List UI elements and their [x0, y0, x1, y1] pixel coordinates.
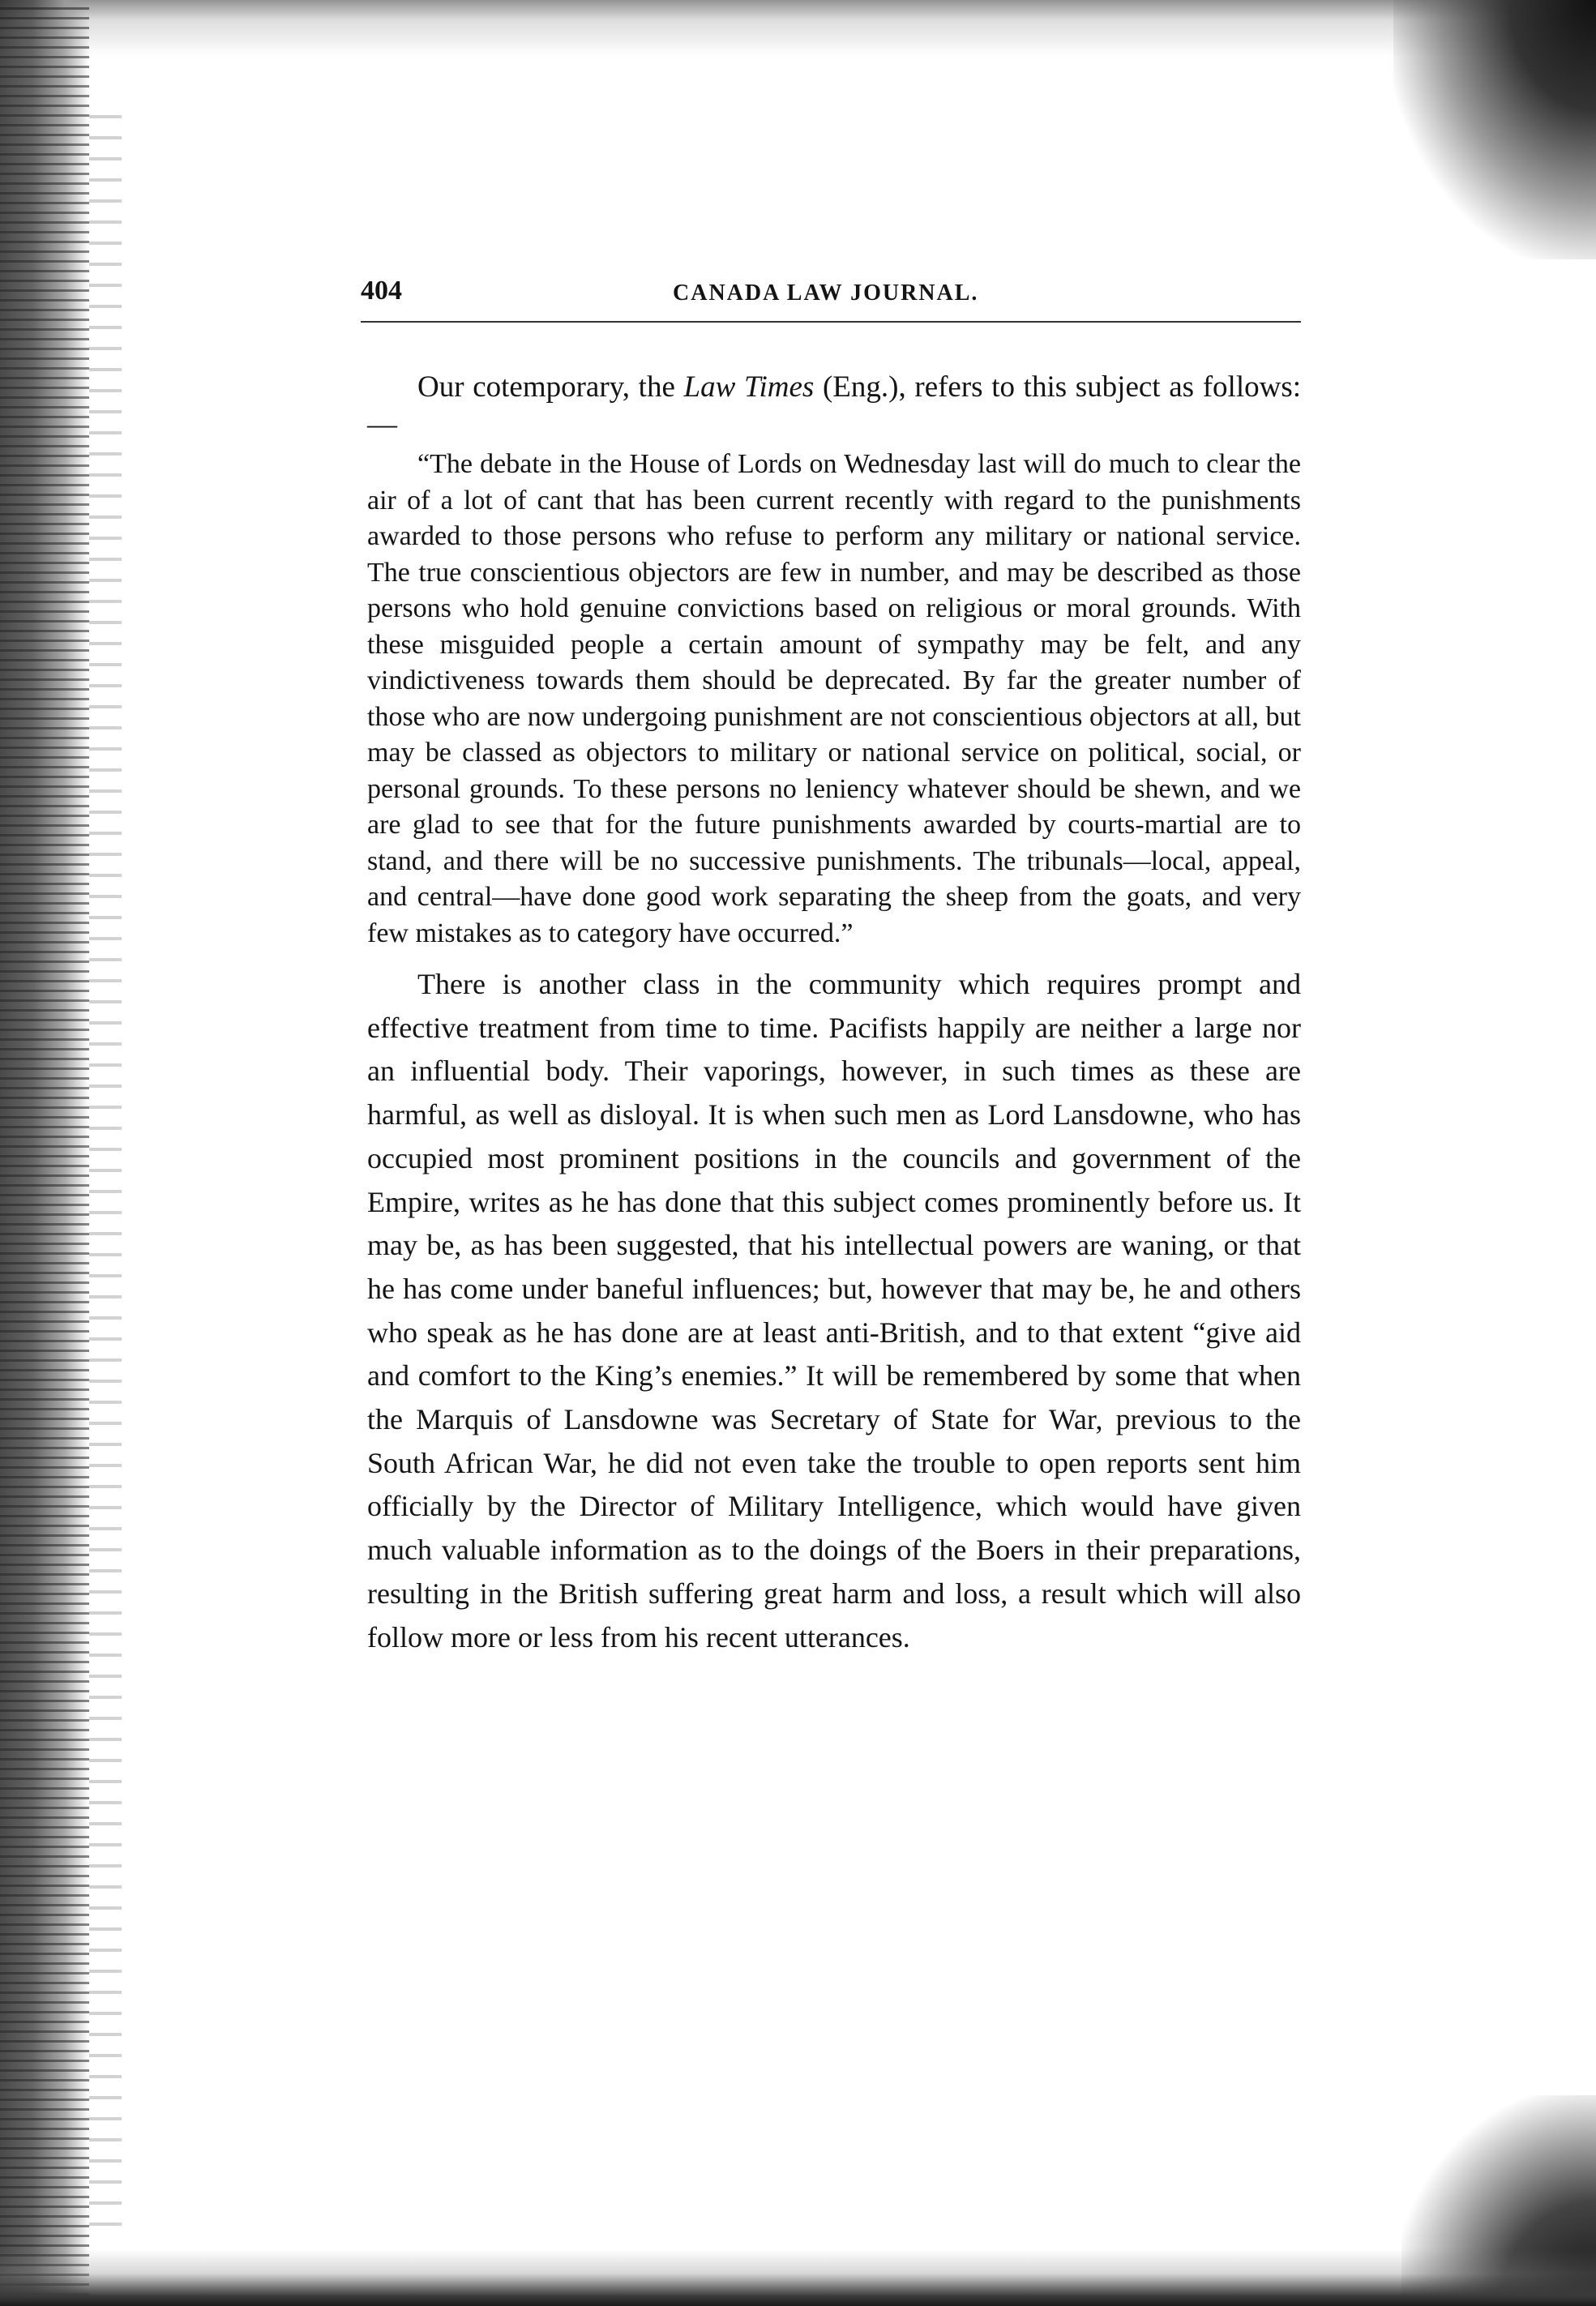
running-head: CANADA LAW JOURNAL.: [673, 280, 979, 306]
quotation-paragraph: “The debate in the House of Lords on Wednesday last will do much to clear the air of a lot of cant that has been current recently with regard to the punishments awarded to those persons who refuse to perform any military or national service. The true conscientious objectors are few in number, and may be described as those persons who hold genuine convictions based on religious or moral grounds. With these misguided people a certain amount of sympathy may be felt, and any vindictiveness towards them should be deprecated. By far the greater number of those who are now undergoing punishment are not conscientious objectors at all, but may be classed as objectors to military or national service on political, social, or personal grounds. To these persons no leniency whatever should be shewn, and we are glad to see that for the future punishments awarded by courts-martial are to stand, and there will be no successive punishments. The tribunals—local, appeal, and central—have done good work separating the sheep from the goats, and very few mistakes as to category have occurred.”: [367, 449, 1301, 948]
page-header: [361, 276, 1301, 324]
article-body: [367, 369, 1301, 1659]
scan-bottom-edge: [0, 2249, 1596, 2306]
page-number: 404: [361, 276, 402, 306]
intro-text-after: (Eng.), refers to this subject as follows:—: [367, 370, 1301, 441]
body-paragraph: There is another class in the community which requires prompt and effective treatment from time to time. Pacifists happily are neither a large nor an influential body. Their vaporings, however, in such times as these are harmful, as well as disloyal. It is when such men as Lord Lansdowne, who has occupied most prominent positions in the councils and government of the Empire, writes as he has done that this subject comes prominently before us. It may be, as has been suggested, that his intellectual powers are waning, or that he has come under baneful influences; but, however that may be, he and others who speak as he has done are at least anti-British, and to that extent “give aid and comfort to the King’s enemies.” It will be remembered by some that when the Marquis of Lansdowne was Secretary of State for War, previous to the South African War, he did not even take the trouble to open reports sent him officially by the Director of Military Intelligence, which would have given much valuable information as to the doings of the Boers in their preparations, resulting in the British suffering great harm and loss, a result which will also follow more or less from his recent utterances.: [367, 968, 1301, 1654]
scan-top-edge: [0, 0, 1596, 57]
intro-paragraph: [367, 369, 1301, 443]
intro-text-before: Our cotemporary, the: [417, 370, 684, 404]
scan-binding-edge: [0, 0, 89, 2306]
publication-title: Law Times: [683, 370, 815, 404]
scan-torn-corner: [1393, 0, 1596, 259]
header-rule: [361, 321, 1301, 323]
scan-binding-shadow: [89, 97, 122, 2237]
